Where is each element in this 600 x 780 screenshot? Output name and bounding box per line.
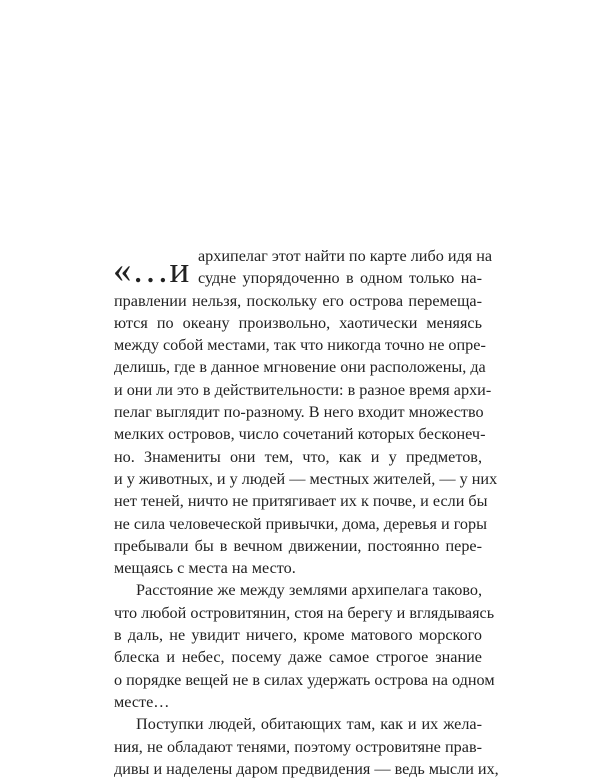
text-line: делишь, где в данное мгновение они расположены, да (114, 358, 486, 377)
text-line: судне упорядоченно в одном только на- (198, 269, 482, 288)
text-line: в даль, не увидит ничего, кроме матового морского (114, 626, 482, 645)
text-block (113, 245, 499, 780)
text-line: ния, не обладают тенями, поэтому островитяне прав- (114, 737, 482, 756)
text-line: месте… (114, 692, 170, 711)
text-line: пелаг выглядит по-разному. В него входит множество (114, 403, 484, 422)
text-line: архипелаг этот найти по карте либо идя на (198, 247, 493, 265)
text-line: нет теней, ничто не притягивает их к почве, и если бы (114, 492, 488, 511)
paragraph-2 (114, 579, 495, 713)
text-line: что любой островитянин, стоя на берегу и вглядываясь (114, 603, 495, 622)
text-line: Расстояние же между землями архипелага таково, (136, 581, 482, 600)
text-line: правлении нельзя, поскольку его острова перемеща- (114, 291, 482, 310)
text-line: и у животных, и у людей — местных жителей, — у них (114, 469, 498, 488)
dropcap: «…и (113, 250, 190, 291)
text-line: мелких островов, число сочетаний которых бесконеч- (114, 425, 486, 444)
text-line: и они ли это в действительности: в разное время архи- (114, 380, 492, 399)
paragraph-3 (114, 713, 499, 780)
text-line: блеска и небес, посему даже самое строгое знание (114, 648, 482, 667)
text-line: ются по океану произвольно, хаотически меняясь (114, 313, 482, 332)
paragraph-1 (114, 245, 498, 579)
text-line: дивы и наделены даром предвидения — ведь мысли их, (114, 759, 499, 778)
text-line: мещаясь с места на место. (114, 559, 296, 578)
text-line: но. Знамениты они тем, что, как и у предметов, (114, 447, 482, 466)
text-line: не сила человеческой привычки, дома, деревья и горы (114, 514, 487, 533)
text-line: Поступки людей, обитающих там, как и их жела- (136, 715, 482, 734)
text-line: о порядке вещей не в силах удержать острова на одном (114, 670, 495, 689)
text-line: пребывали бы в вечном движении, постоянно пере- (114, 536, 482, 555)
text-line: между собой местами, так что никогда точно не опре- (114, 336, 486, 355)
